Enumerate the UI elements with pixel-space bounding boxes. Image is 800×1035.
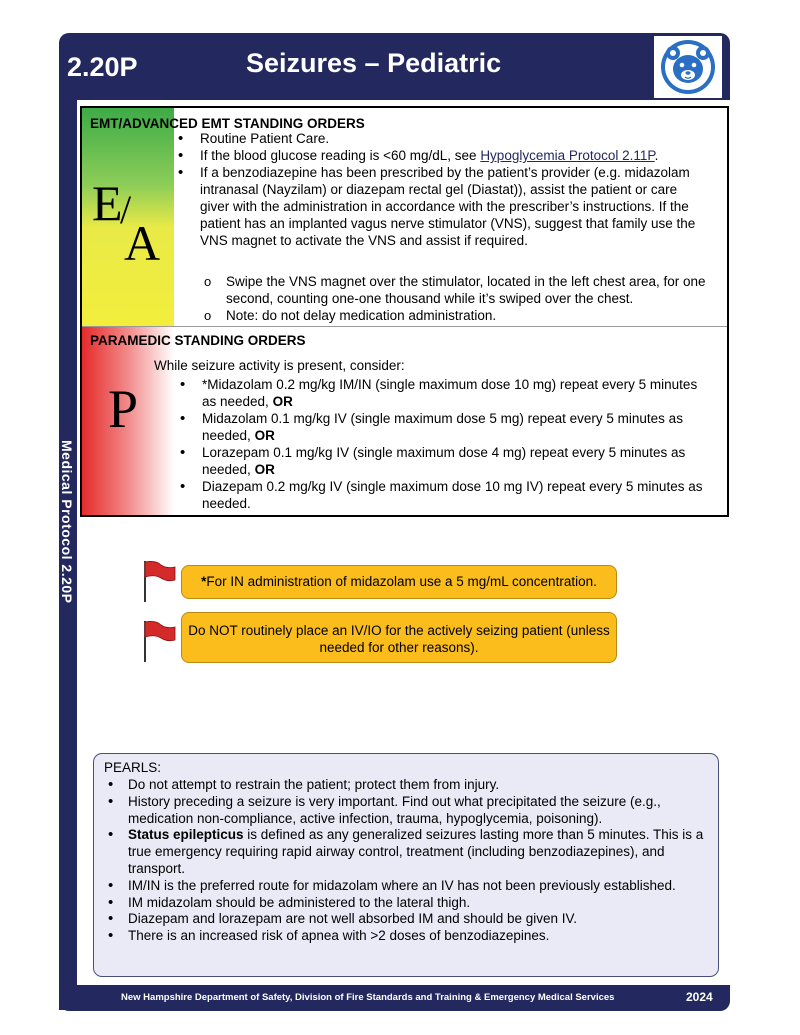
- list-item: [104, 878, 708, 895]
- list-item-or: OR: [254, 428, 275, 443]
- pearls-title: PEARLS:: [104, 760, 162, 775]
- list-item-text: *Midazolam 0.2 mg/kg IM/IN (single maximum dose 10 mg) repeat every 5 minutes as needed,: [202, 377, 698, 409]
- iv-io-warning-note: Do NOT routinely place an IV/IO for the actively seizing patient (unless needed for other reasons).: [181, 612, 617, 663]
- protocol-number: 2.20P: [67, 52, 138, 82]
- sub-list-item: o Swipe the VNS magnet over the stimulator, located in the left chest area, for one second, counting one-one thousand while it’s swiped over the chest.: [204, 273, 714, 307]
- list-item: [104, 794, 708, 828]
- list-item: [176, 147, 706, 164]
- list-item-or: OR: [272, 394, 293, 409]
- pearl-text: IM midazolam should be administered to the lateral thigh.: [128, 894, 471, 910]
- emt-heading: EMT/ADVANCED EMT STANDING ORDERS: [90, 116, 365, 131]
- page-title: Seizures – Pediatric: [246, 48, 502, 78]
- list-item: [104, 777, 708, 794]
- paramedic-badge: P: [108, 379, 139, 439]
- pearl-text: Do not attempt to restrain the patient; protect them from injury.: [128, 777, 500, 792]
- note-star: *: [201, 574, 207, 589]
- protocol-header: [59, 33, 730, 100]
- list-item-text: Midazolam 0.1 mg/kg IV (single maximum dose 5 mg) repeat every 5 minutes as needed,: [202, 411, 683, 443]
- note-text: For IN administration of midazolam use a 5 mg/mL concentration.: [206, 574, 597, 589]
- pearl-bold: Status epilepticus: [128, 827, 244, 843]
- section-divider: [82, 326, 727, 327]
- pearl-text: History preceding a seizure is very important. Find out what precipitated the seizure (e.g., medication non-compliance, active infection, trauma, hypoglycemia, poisoning).: [128, 793, 661, 826]
- pearl-text: There is an increased risk of apnea with >2 doses of benzodiazepines.: [128, 928, 550, 944]
- list-item-text: Lorazepam 0.1 mg/kg IV (single maximum dose 4 mg) repeat every 5 minutes as needed,: [202, 445, 686, 477]
- standing-orders-box: [80, 106, 729, 517]
- pearl-text: is defined as any generalized seizures lasting more than 5 minutes. This is a true emergency requiring rapid airway control, treatment (including benzodiazepines), and transport.: [128, 827, 704, 876]
- list-item: • Routine Patient Care.: [176, 130, 706, 147]
- red-flag-icon: [140, 618, 180, 664]
- list-item: [178, 410, 708, 444]
- list-item: [104, 911, 708, 928]
- midazolam-concentration-note: [181, 565, 617, 599]
- pearls-list: [104, 777, 708, 945]
- emt-orders-list: [176, 130, 706, 249]
- list-item: [178, 376, 708, 410]
- ea-badge-e: E: [92, 175, 123, 231]
- sidebar-label: Medical Protocol 2.20P: [59, 440, 75, 604]
- footer-year: 2024: [686, 990, 713, 1004]
- list-item-or: OR: [254, 462, 275, 477]
- list-item: [104, 827, 708, 877]
- pearl-text: Diazepam and lorazepam are not well absorbed IM and should be given IV.: [128, 911, 578, 927]
- list-item: [178, 444, 708, 478]
- emt-sub-list: [204, 273, 714, 324]
- pediatric-logo: [654, 36, 722, 98]
- sub-list-item: o Note: do not delay medication administration.: [204, 307, 714, 324]
- red-flag-icon: [140, 558, 180, 604]
- hypoglycemia-protocol-link[interactable]: Hypoglycemia Protocol 2.11P: [480, 148, 655, 163]
- list-item-end: .: [654, 148, 659, 163]
- pearl-text: IM/IN is the preferred route for midazolam where an IV has not been previously established.: [128, 877, 676, 893]
- paramedic-orders-list: [178, 376, 708, 512]
- footer-agency: New Hampshire Department of Safety, Division of Fire Standards and Training & Emergency Medical Services: [121, 992, 615, 1003]
- list-item: [104, 895, 708, 912]
- list-item: [104, 928, 708, 945]
- list-item: • If a benzodiazepine has been prescribed by the patient’s provider (e.g. midazolam intranasal (Nayzilam) or diazepam rectal gel (Diastat)), assist the patient or care giver with the administration in accordance with the prescriber’s instructions. If the patient has an implanted vagus nerve stimulator (VNS), suggest that family use the VNS magnet to activate the VNS and assist if required.: [176, 164, 706, 249]
- list-item-text: If the blood glucose reading is <60 mg/dL, see: [200, 148, 481, 163]
- list-item-text: Diazepam 0.2 mg/kg IV (single maximum dose 10 mg IV) repeat every 5 minutes as needed.: [202, 479, 703, 511]
- paramedic-intro: While seizure activity is present, consider:: [154, 358, 405, 373]
- paramedic-heading: PARAMEDIC STANDING ORDERS: [90, 333, 306, 348]
- teddy-bear-icon: [654, 36, 722, 98]
- page-footer: [59, 985, 730, 1011]
- ea-badge-slash: /: [120, 187, 132, 232]
- list-item: [178, 478, 708, 512]
- pearls-box: [93, 753, 719, 977]
- ea-badge-a: A: [124, 215, 161, 271]
